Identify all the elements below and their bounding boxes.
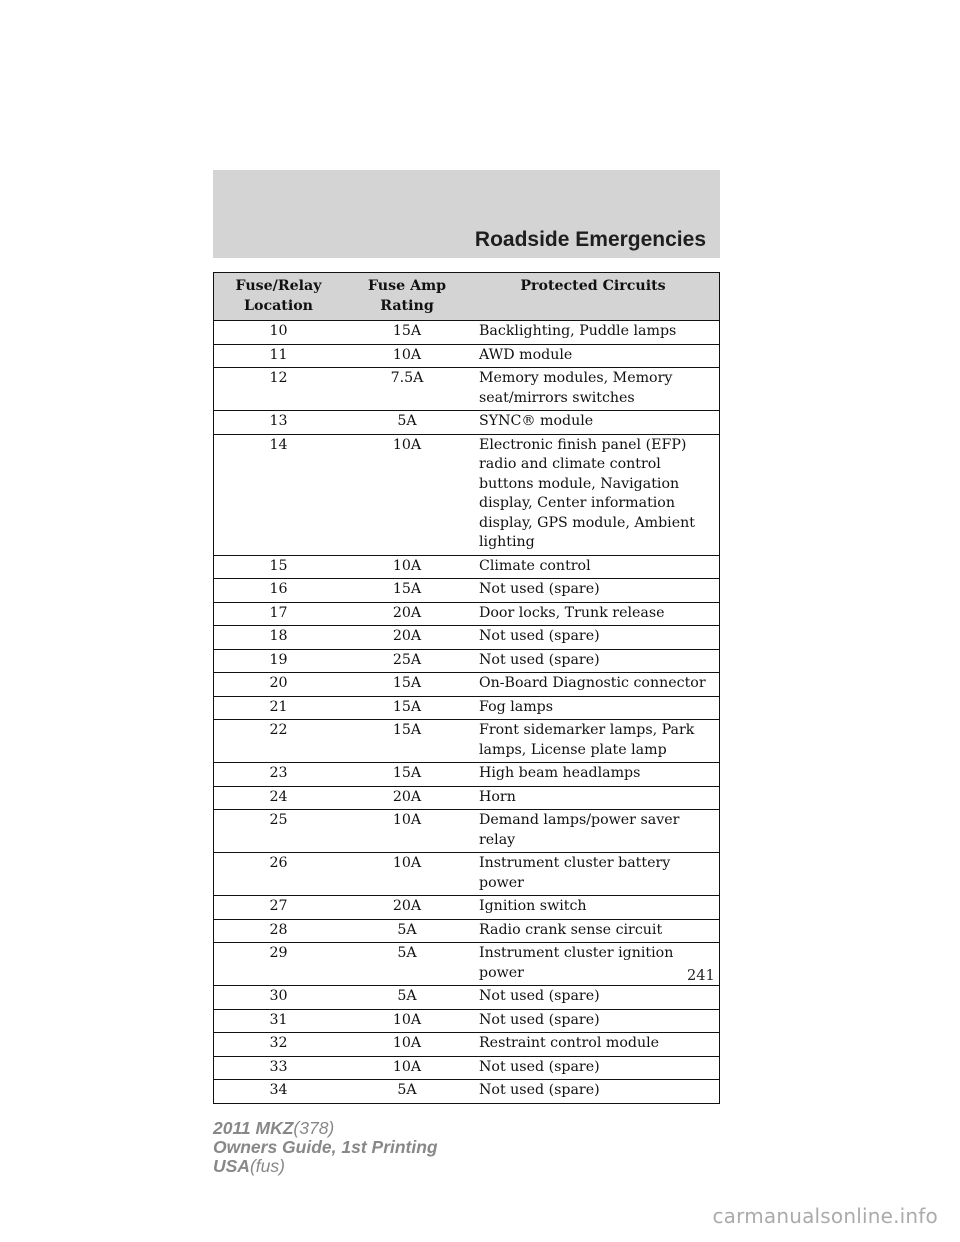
protected-circuits-cell: Not used (spare): [471, 649, 720, 673]
column-header-circuits: Protected Circuits: [471, 273, 720, 321]
fuse-location-cell: 33: [214, 1056, 344, 1080]
protected-circuits-cell: On-Board Diagnostic connector: [471, 673, 720, 697]
fuse-location-cell: 26: [214, 853, 344, 896]
fuse-rating-cell: 15A: [343, 321, 471, 345]
fuse-location-cell: 19: [214, 649, 344, 673]
fuse-location-cell: 18: [214, 626, 344, 650]
table-row: [214, 434, 720, 555]
table-row: [214, 321, 720, 345]
fuse-location-cell: 21: [214, 696, 344, 720]
protected-circuits-cell: Not used (spare): [471, 1080, 720, 1104]
table-row: [214, 896, 720, 920]
table-row: [214, 696, 720, 720]
section-header-band: [213, 170, 720, 258]
fuse-location-cell: 28: [214, 919, 344, 943]
fuse-location-cell: 24: [214, 786, 344, 810]
table-row: [214, 720, 720, 763]
fuse-location-cell: 32: [214, 1033, 344, 1057]
protected-circuits-cell: Electronic finish panel (EFP) radio and climate control buttons module, Navigation display, Center information display, GPS module, Ambient lighting: [471, 434, 720, 555]
fuse-location-cell: 27: [214, 896, 344, 920]
fuse-rating-cell: 10A: [343, 1033, 471, 1057]
table-header-row: [214, 273, 720, 321]
fuse-rating-cell: 20A: [343, 896, 471, 920]
protected-circuits-cell: Radio crank sense circuit: [471, 919, 720, 943]
footer-line-1: 2011 MKZ(378): [213, 1118, 335, 1138]
fuse-rating-cell: 10A: [343, 344, 471, 368]
table-row: [214, 986, 720, 1010]
table-row: [214, 411, 720, 435]
column-header-location: Fuse/Relay Location: [214, 273, 344, 321]
fuse-location-cell: 23: [214, 763, 344, 787]
fuse-location-cell: 25: [214, 810, 344, 853]
footer-line-3: USA(fus): [213, 1156, 285, 1176]
fuse-location-cell: 13: [214, 411, 344, 435]
protected-circuits-cell: Not used (spare): [471, 579, 720, 603]
fuse-rating-cell: 10A: [343, 1009, 471, 1033]
fuse-rating-cell: 5A: [343, 943, 471, 986]
fuse-rating-cell: 20A: [343, 602, 471, 626]
protected-circuits-cell: Instrument cluster ignition power: [471, 943, 720, 986]
protected-circuits-cell: Not used (spare): [471, 1009, 720, 1033]
table-row: [214, 673, 720, 697]
table-row: [214, 1033, 720, 1057]
page-number: 241: [687, 968, 715, 984]
section-title: Roadside Emergencies: [474, 228, 706, 251]
fuse-rating-cell: 15A: [343, 763, 471, 787]
fuse-location-cell: 34: [214, 1080, 344, 1104]
fuse-location-cell: 17: [214, 602, 344, 626]
fuse-location-cell: 10: [214, 321, 344, 345]
fuse-location-cell: 31: [214, 1009, 344, 1033]
protected-circuits-cell: Not used (spare): [471, 626, 720, 650]
fuse-rating-cell: 20A: [343, 786, 471, 810]
table-row: [214, 919, 720, 943]
fuse-rating-cell: 10A: [343, 434, 471, 555]
table-row: [214, 344, 720, 368]
protected-circuits-cell: Door locks, Trunk release: [471, 602, 720, 626]
fuse-rating-cell: 5A: [343, 986, 471, 1010]
protected-circuits-cell: Instrument cluster battery power: [471, 853, 720, 896]
fuse-location-cell: 12: [214, 368, 344, 411]
protected-circuits-cell: Restraint control module: [471, 1033, 720, 1057]
fuse-location-cell: 29: [214, 943, 344, 986]
fuse-rating-cell: 5A: [343, 1080, 471, 1104]
fuse-rating-cell: 5A: [343, 411, 471, 435]
table-row: [214, 1056, 720, 1080]
watermark: carmanualsonline.info: [712, 1204, 938, 1228]
fuse-rating-cell: 15A: [343, 720, 471, 763]
table-row: [214, 579, 720, 603]
protected-circuits-cell: SYNC® module: [471, 411, 720, 435]
protected-circuits-cell: Memory modules, Memory seat/mirrors switches: [471, 368, 720, 411]
table-row: [214, 626, 720, 650]
column-header-rating: Fuse Amp Rating: [343, 273, 471, 321]
table-row: [214, 602, 720, 626]
fuse-location-cell: 14: [214, 434, 344, 555]
protected-circuits-cell: High beam headlamps: [471, 763, 720, 787]
table-row: [214, 763, 720, 787]
table-row: [214, 943, 720, 986]
fuse-location-cell: 11: [214, 344, 344, 368]
protected-circuits-cell: Front sidemarker lamps, Park lamps, License plate lamp: [471, 720, 720, 763]
print-footer: [213, 1119, 438, 1176]
protected-circuits-cell: Not used (spare): [471, 986, 720, 1010]
footer-line-2: Owners Guide, 1st Printing: [213, 1137, 438, 1157]
fuse-location-cell: 30: [214, 986, 344, 1010]
fuse-table: [213, 272, 720, 1104]
fuse-rating-cell: 10A: [343, 810, 471, 853]
fuse-rating-cell: 15A: [343, 673, 471, 697]
protected-circuits-cell: Climate control: [471, 555, 720, 579]
table-row: [214, 368, 720, 411]
table-row: [214, 810, 720, 853]
table-row: [214, 1009, 720, 1033]
fuse-location-cell: 22: [214, 720, 344, 763]
table-row: [214, 555, 720, 579]
protected-circuits-cell: Ignition switch: [471, 896, 720, 920]
protected-circuits-cell: AWD module: [471, 344, 720, 368]
fuse-location-cell: 16: [214, 579, 344, 603]
protected-circuits-cell: Not used (spare): [471, 1056, 720, 1080]
protected-circuits-cell: Backlighting, Puddle lamps: [471, 321, 720, 345]
fuse-rating-cell: 25A: [343, 649, 471, 673]
table-body: [214, 321, 720, 1104]
fuse-rating-cell: 7.5A: [343, 368, 471, 411]
table-row: [214, 853, 720, 896]
fuse-rating-cell: 5A: [343, 919, 471, 943]
protected-circuits-cell: Fog lamps: [471, 696, 720, 720]
fuse-rating-cell: 10A: [343, 853, 471, 896]
table-row: [214, 786, 720, 810]
protected-circuits-cell: Demand lamps/power saver relay: [471, 810, 720, 853]
fuse-rating-cell: 20A: [343, 626, 471, 650]
fuse-location-cell: 15: [214, 555, 344, 579]
table-row: [214, 1080, 720, 1104]
protected-circuits-cell: Horn: [471, 786, 720, 810]
table-row: [214, 649, 720, 673]
fuse-rating-cell: 10A: [343, 1056, 471, 1080]
fuse-rating-cell: 15A: [343, 696, 471, 720]
fuse-rating-cell: 10A: [343, 555, 471, 579]
fuse-location-cell: 20: [214, 673, 344, 697]
fuse-rating-cell: 15A: [343, 579, 471, 603]
